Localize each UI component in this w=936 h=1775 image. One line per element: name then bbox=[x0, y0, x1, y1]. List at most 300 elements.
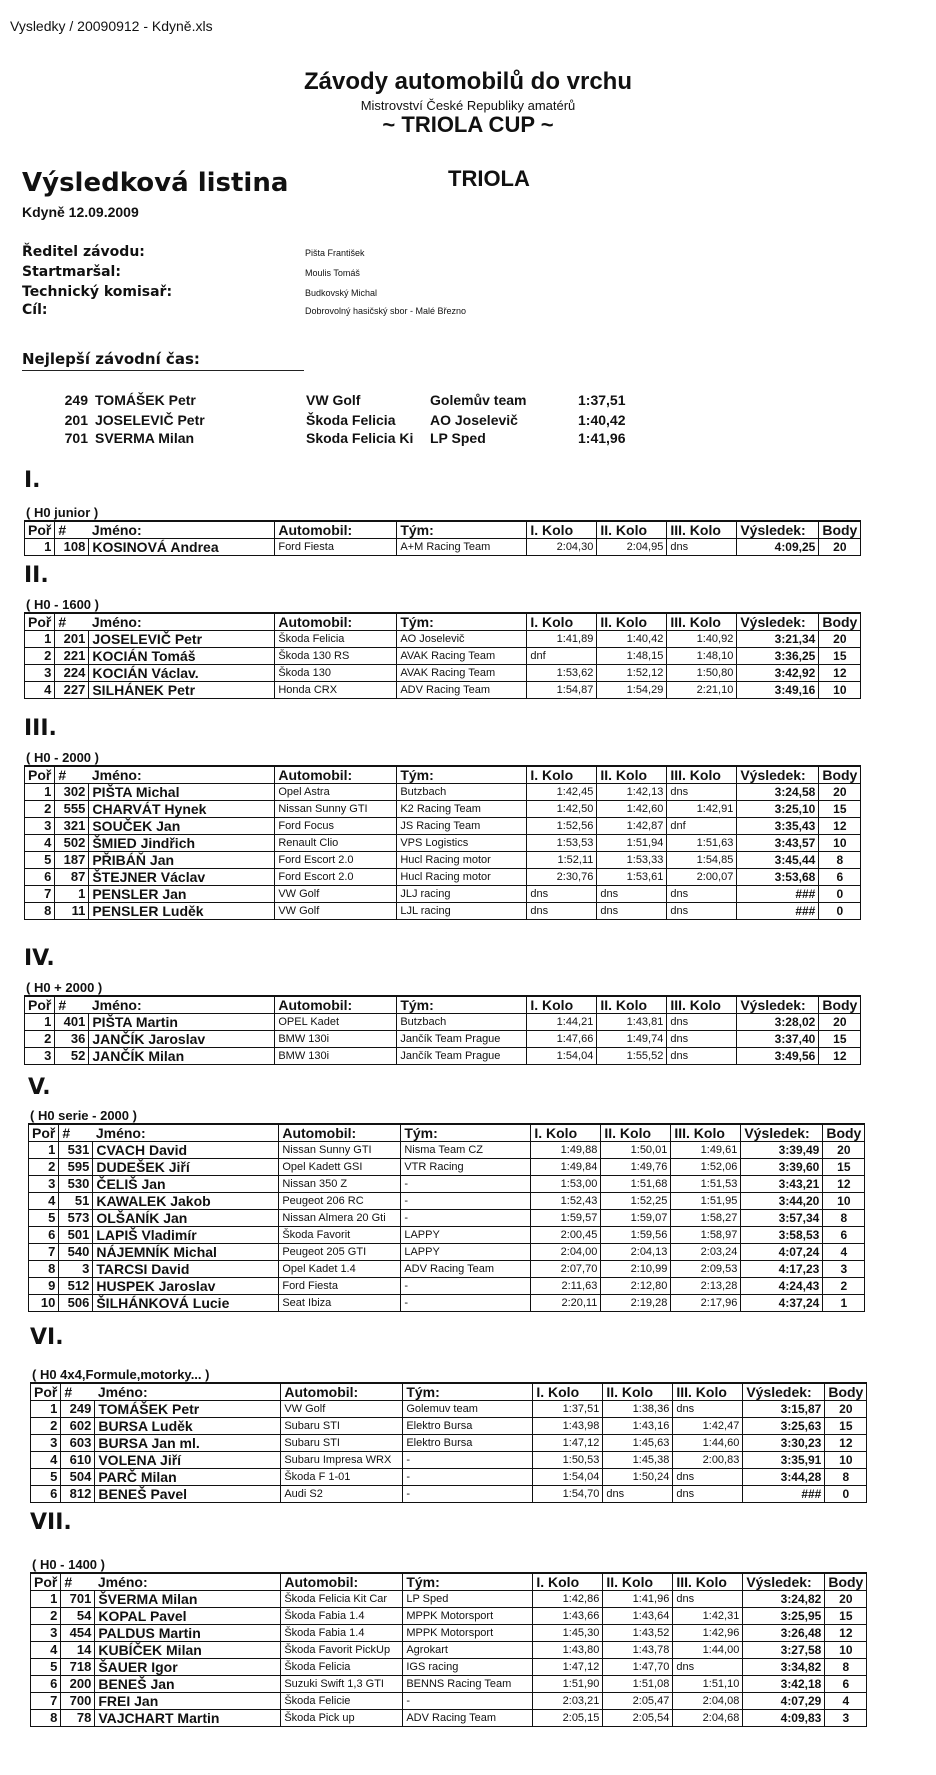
cell-k2: 1:54,29 bbox=[597, 682, 667, 699]
cell-num: 249 bbox=[61, 1401, 95, 1418]
cell-res: 4:09,83 bbox=[743, 1710, 825, 1727]
class-numeral: II. bbox=[24, 563, 49, 588]
cell-car: Škoda Favorit PickUp bbox=[281, 1642, 403, 1659]
cell-pts: 12 bbox=[823, 1176, 865, 1193]
cell-res: 3:39,60 bbox=[741, 1159, 823, 1176]
cell-team: AO Joselevič bbox=[397, 631, 527, 648]
cell-k3: dns bbox=[673, 1486, 743, 1503]
header-car: Automobil: bbox=[281, 1573, 403, 1591]
table-row bbox=[31, 1469, 867, 1486]
cell-res: 3:21,34 bbox=[737, 631, 819, 648]
table-row bbox=[31, 1452, 867, 1469]
cell-name: PENSLER Jan bbox=[89, 886, 275, 903]
cell-k3: dns bbox=[667, 1031, 737, 1048]
header-num: # bbox=[59, 1124, 93, 1142]
cell-pts: 4 bbox=[825, 1693, 867, 1710]
best-num: 201 bbox=[64, 412, 88, 428]
cell-car: Suzuki Swift 1,3 GTI bbox=[281, 1676, 403, 1693]
cell-k3: 1:40,92 bbox=[667, 631, 737, 648]
best-car: VW Golf bbox=[306, 392, 361, 408]
best-time: 1:37,51 bbox=[578, 392, 626, 408]
class-numeral: V. bbox=[28, 1075, 51, 1100]
cell-k2: 2:04,13 bbox=[601, 1244, 671, 1261]
cell-num: 573 bbox=[59, 1210, 93, 1227]
cell-por: 3 bbox=[31, 1625, 61, 1642]
table-row bbox=[29, 1261, 865, 1278]
results-table bbox=[30, 1382, 867, 1503]
header-pts: Body bbox=[825, 1383, 867, 1401]
cell-car: Škoda Felicie bbox=[281, 1693, 403, 1710]
cell-num: 603 bbox=[61, 1435, 95, 1452]
cell-por: 4 bbox=[25, 682, 55, 699]
table-row bbox=[25, 665, 861, 682]
cell-team: Golemuv team bbox=[403, 1401, 533, 1418]
cell-k2: 1:53,33 bbox=[597, 852, 667, 869]
header-num: # bbox=[55, 996, 89, 1014]
cell-car: Opel Kadett GSI bbox=[279, 1159, 401, 1176]
cell-res: 4:07,24 bbox=[741, 1244, 823, 1261]
cell-k1: 2:20,11 bbox=[531, 1295, 601, 1312]
class-numeral: I. bbox=[24, 468, 41, 493]
header-team: Tým: bbox=[397, 521, 527, 539]
header-car: Automobil: bbox=[281, 1383, 403, 1401]
cell-k1: 1:54,04 bbox=[533, 1469, 603, 1486]
table-row bbox=[25, 1014, 861, 1031]
cell-car: Škoda Fabia 1.4 bbox=[281, 1625, 403, 1642]
sponsor-title: TRIOLA bbox=[448, 166, 530, 191]
results-list-title: Výsledková listina bbox=[22, 168, 289, 198]
cell-k3: 2:09,53 bbox=[671, 1261, 741, 1278]
cell-k2: dns bbox=[597, 903, 667, 920]
cell-name: PIŠTA Martin bbox=[89, 1014, 275, 1031]
header-num: # bbox=[61, 1383, 95, 1401]
cell-k2: 1:42,60 bbox=[597, 801, 667, 818]
results-table bbox=[24, 995, 861, 1065]
cell-car: Honda CRX bbox=[275, 682, 397, 699]
header-k1: I. Kolo bbox=[533, 1573, 603, 1591]
cell-k1: 1:43,98 bbox=[533, 1418, 603, 1435]
cell-team: - bbox=[403, 1693, 533, 1710]
cell-team: ADV Racing Team bbox=[397, 682, 527, 699]
cell-name: NÁJEMNÍK Michal bbox=[93, 1244, 279, 1261]
header-name: Jméno: bbox=[95, 1383, 281, 1401]
table-row bbox=[31, 1401, 867, 1418]
cell-k2: 2:10,99 bbox=[601, 1261, 671, 1278]
class-group-label: ( H0 - 1600 ) bbox=[26, 597, 99, 612]
cell-car: Škoda Felicia bbox=[281, 1659, 403, 1676]
header-k1: I. Kolo bbox=[527, 613, 597, 631]
cell-num: 504 bbox=[61, 1469, 95, 1486]
cell-por: 4 bbox=[25, 835, 55, 852]
header-k1: I. Kolo bbox=[531, 1124, 601, 1142]
cell-k2: 2:12,80 bbox=[601, 1278, 671, 1295]
cell-car: Škoda 130 RS bbox=[275, 648, 397, 665]
cell-num: 501 bbox=[59, 1227, 93, 1244]
cell-k1: 1:49,88 bbox=[531, 1142, 601, 1159]
cell-res: 4:17,23 bbox=[741, 1261, 823, 1278]
cell-k1: 1:44,21 bbox=[527, 1014, 597, 1031]
cell-team: LAPPY bbox=[401, 1227, 531, 1244]
cell-res: 3:34,82 bbox=[743, 1659, 825, 1676]
best-car: Skoda Felicia Ki bbox=[306, 430, 414, 446]
cell-team: - bbox=[403, 1452, 533, 1469]
cell-res: ### bbox=[743, 1486, 825, 1503]
best-time-row bbox=[0, 392, 936, 412]
header-res: Výsledek: bbox=[737, 613, 819, 631]
cell-num: 54 bbox=[61, 1608, 95, 1625]
cell-car: BMW 130i bbox=[275, 1048, 397, 1065]
cell-team: - bbox=[401, 1210, 531, 1227]
header-num: # bbox=[55, 766, 89, 784]
table-row bbox=[31, 1625, 867, 1642]
cell-team: Jančík Team Prague bbox=[397, 1031, 527, 1048]
cell-k2: 1:53,61 bbox=[597, 869, 667, 886]
cell-car: Škoda Pick up bbox=[281, 1710, 403, 1727]
event-date: Kdyně 12.09.2009 bbox=[22, 204, 139, 220]
cell-k3: 2:04,68 bbox=[673, 1710, 743, 1727]
header-pts: Body bbox=[819, 996, 861, 1014]
cell-num: 701 bbox=[61, 1591, 95, 1608]
file-path: Vysledky / 20090912 - Kdyně.xls bbox=[10, 18, 213, 34]
best-num: 249 bbox=[64, 392, 88, 408]
cell-car: Subaru STI bbox=[281, 1435, 403, 1452]
cell-k1: 2:07,70 bbox=[531, 1261, 601, 1278]
cell-pts: 20 bbox=[819, 539, 861, 556]
cell-name: KOSINOVÁ Andrea bbox=[89, 539, 275, 556]
cell-car: Ford Fiesta bbox=[279, 1278, 401, 1295]
cell-num: 602 bbox=[61, 1418, 95, 1435]
class-group-label: ( H0 - 2000 ) bbox=[26, 750, 99, 765]
cell-team: - bbox=[403, 1486, 533, 1503]
cell-name: LAPIŠ Vladimír bbox=[93, 1227, 279, 1244]
cell-name: KOCIÁN Tomáš bbox=[89, 648, 275, 665]
header-num: # bbox=[61, 1573, 95, 1591]
cell-k1: 1:52,56 bbox=[527, 818, 597, 835]
results-table bbox=[24, 520, 861, 556]
cell-k2: 1:43,81 bbox=[597, 1014, 667, 1031]
cell-team: - bbox=[401, 1193, 531, 1210]
cell-num: 200 bbox=[61, 1676, 95, 1693]
cell-k2: 2:05,54 bbox=[603, 1710, 673, 1727]
header-team: Tým: bbox=[397, 613, 527, 631]
cell-k2: 1:43,78 bbox=[603, 1642, 673, 1659]
cell-car: Nissan 350 Z bbox=[279, 1176, 401, 1193]
cell-k1: 1:50,53 bbox=[533, 1452, 603, 1469]
cell-k3: 1:51,63 bbox=[667, 835, 737, 852]
official-value: Moulis Tomáš bbox=[305, 268, 360, 278]
cell-name: JANČÍK Jaroslav bbox=[89, 1031, 275, 1048]
header-name: Jméno: bbox=[95, 1573, 281, 1591]
cell-name: BURSA Luděk bbox=[95, 1418, 281, 1435]
table-row bbox=[31, 1435, 867, 1452]
header-res: Výsledek: bbox=[743, 1573, 825, 1591]
cell-res: 3:35,91 bbox=[743, 1452, 825, 1469]
header-pts: Body bbox=[819, 613, 861, 631]
header-k2: II. Kolo bbox=[597, 766, 667, 784]
cell-k1: 1:37,51 bbox=[533, 1401, 603, 1418]
official-label: Cíl: bbox=[22, 302, 48, 318]
cell-k2: 1:49,76 bbox=[601, 1159, 671, 1176]
cell-num: 51 bbox=[59, 1193, 93, 1210]
cell-k2: 2:05,47 bbox=[603, 1693, 673, 1710]
cell-por: 6 bbox=[29, 1227, 59, 1244]
results-table bbox=[30, 1572, 867, 1727]
cell-res: 3:25,95 bbox=[743, 1608, 825, 1625]
cell-res: 3:42,92 bbox=[737, 665, 819, 682]
header-name: Jméno: bbox=[89, 766, 275, 784]
cell-name: ŠMIED Jindřich bbox=[89, 835, 275, 852]
best-team: LP Sped bbox=[430, 430, 486, 446]
cell-pts: 15 bbox=[819, 648, 861, 665]
cell-team: ADV Racing Team bbox=[401, 1261, 531, 1278]
cell-k1: 1:45,30 bbox=[533, 1625, 603, 1642]
cell-res: 3:30,23 bbox=[743, 1435, 825, 1452]
cell-k3: dns bbox=[673, 1469, 743, 1486]
cell-k3: dns bbox=[667, 1014, 737, 1031]
cell-team: - bbox=[401, 1295, 531, 1312]
cell-k2: 1:48,15 bbox=[597, 648, 667, 665]
cell-k3: dnf bbox=[667, 818, 737, 835]
cell-pts: 8 bbox=[825, 1469, 867, 1486]
header-por: Poř bbox=[31, 1383, 61, 1401]
cell-pts: 10 bbox=[825, 1642, 867, 1659]
cell-name: SILHÁNEK Petr bbox=[89, 682, 275, 699]
cell-k3: 1:42,96 bbox=[673, 1625, 743, 1642]
cell-k3: 1:58,27 bbox=[671, 1210, 741, 1227]
cell-k1: 2:05,15 bbox=[533, 1710, 603, 1727]
cell-k1: 1:43,66 bbox=[533, 1608, 603, 1625]
cell-team: Elektro Bursa bbox=[403, 1418, 533, 1435]
cell-por: 8 bbox=[29, 1261, 59, 1278]
cell-k1: 1:53,00 bbox=[531, 1176, 601, 1193]
cell-por: 1 bbox=[25, 539, 55, 556]
page-title: Závody automobilů do vrchu bbox=[303, 68, 633, 95]
cell-car: Peugeot 206 RC bbox=[279, 1193, 401, 1210]
header-pts: Body bbox=[819, 766, 861, 784]
cell-pts: 15 bbox=[825, 1608, 867, 1625]
cell-k1: 1:47,12 bbox=[533, 1435, 603, 1452]
cell-k3: 1:44,60 bbox=[673, 1435, 743, 1452]
table-row bbox=[29, 1193, 865, 1210]
header-k2: II. Kolo bbox=[603, 1383, 673, 1401]
table-row bbox=[25, 539, 861, 556]
header-k3: III. Kolo bbox=[671, 1124, 741, 1142]
cell-team: JLJ racing bbox=[397, 886, 527, 903]
cell-k3: 1:52,06 bbox=[671, 1159, 741, 1176]
header-k2: II. Kolo bbox=[597, 613, 667, 631]
cell-res: 4:24,43 bbox=[741, 1278, 823, 1295]
cell-k3: 1:42,31 bbox=[673, 1608, 743, 1625]
cell-car: Škoda Favorit bbox=[279, 1227, 401, 1244]
cell-k2: 1:50,01 bbox=[601, 1142, 671, 1159]
header-pts: Body bbox=[823, 1124, 865, 1142]
cell-pts: 12 bbox=[825, 1435, 867, 1452]
cell-car: Ford Focus bbox=[275, 818, 397, 835]
cell-num: 540 bbox=[59, 1244, 93, 1261]
cell-res: 3:26,48 bbox=[743, 1625, 825, 1642]
cell-team: IGS racing bbox=[403, 1659, 533, 1676]
cell-res: 3:27,58 bbox=[743, 1642, 825, 1659]
cell-k2: 1:51,94 bbox=[597, 835, 667, 852]
header-team: Tým: bbox=[403, 1383, 533, 1401]
cell-pts: 10 bbox=[823, 1193, 865, 1210]
cell-num: 11 bbox=[55, 903, 89, 920]
cell-res: 3:37,40 bbox=[737, 1031, 819, 1048]
table-row bbox=[29, 1159, 865, 1176]
cell-team: LP Sped bbox=[403, 1591, 533, 1608]
best-time-title: Nejlepší závodní čas: bbox=[22, 350, 200, 368]
cell-k3: 1:51,95 bbox=[671, 1193, 741, 1210]
cell-car: Nissan Almera 20 Gti bbox=[279, 1210, 401, 1227]
cell-pts: 20 bbox=[823, 1142, 865, 1159]
cell-team: AVAK Racing Team bbox=[397, 665, 527, 682]
cell-k1: 2:04,30 bbox=[527, 539, 597, 556]
table-row bbox=[29, 1210, 865, 1227]
cell-name: KOPAL Pavel bbox=[95, 1608, 281, 1625]
cell-name: VAJCHART Martin bbox=[95, 1710, 281, 1727]
header-k2: II. Kolo bbox=[603, 1573, 673, 1591]
cell-res: 3:25,63 bbox=[743, 1418, 825, 1435]
cell-k3: dns bbox=[667, 784, 737, 801]
cell-team: - bbox=[401, 1176, 531, 1193]
cell-k3: 1:44,00 bbox=[673, 1642, 743, 1659]
cell-k1: 1:51,90 bbox=[533, 1676, 603, 1693]
table-row bbox=[25, 1031, 861, 1048]
header-res: Výsledek: bbox=[737, 996, 819, 1014]
cell-k2: 1:41,96 bbox=[603, 1591, 673, 1608]
cell-car: Nissan Sunny GTI bbox=[279, 1142, 401, 1159]
header-team: Tým: bbox=[397, 766, 527, 784]
cell-pts: 3 bbox=[823, 1261, 865, 1278]
header-team: Tým: bbox=[403, 1573, 533, 1591]
table-row bbox=[29, 1176, 865, 1193]
header-car: Automobil: bbox=[275, 613, 397, 631]
table-row bbox=[25, 835, 861, 852]
cell-pts: 8 bbox=[823, 1210, 865, 1227]
table-row bbox=[31, 1693, 867, 1710]
table-header-row bbox=[31, 1573, 867, 1591]
cell-res: 3:28,02 bbox=[737, 1014, 819, 1031]
cell-team: JS Racing Team bbox=[397, 818, 527, 835]
results-table bbox=[24, 612, 861, 699]
cell-num: 512 bbox=[59, 1278, 93, 1295]
cell-k2: 1:45,38 bbox=[603, 1452, 673, 1469]
cell-pts: 8 bbox=[819, 852, 861, 869]
page-subtitle: Mistrovství České Republiky amatérů bbox=[360, 98, 576, 113]
cell-name: ČELIŠ Jan bbox=[93, 1176, 279, 1193]
cell-num: 321 bbox=[55, 818, 89, 835]
cell-k2: 1:49,74 bbox=[597, 1031, 667, 1048]
cell-team: - bbox=[403, 1469, 533, 1486]
cell-pts: 2 bbox=[823, 1278, 865, 1295]
cell-k3: 1:42,47 bbox=[673, 1418, 743, 1435]
cell-por: 5 bbox=[29, 1210, 59, 1227]
cell-num: 531 bbox=[59, 1142, 93, 1159]
cell-team: LJL racing bbox=[397, 903, 527, 920]
best-team: AO Joselevič bbox=[430, 412, 518, 428]
cell-car: Seat Ibiza bbox=[279, 1295, 401, 1312]
header-por: Poř bbox=[25, 766, 55, 784]
cell-k2: 1:43,64 bbox=[603, 1608, 673, 1625]
cell-por: 4 bbox=[31, 1452, 61, 1469]
best-time: 1:40,42 bbox=[578, 412, 626, 428]
best-time: 1:41,96 bbox=[578, 430, 626, 446]
cell-res: ### bbox=[737, 903, 819, 920]
header-k1: I. Kolo bbox=[527, 996, 597, 1014]
cell-car: Škoda Fabia 1.4 bbox=[281, 1608, 403, 1625]
cell-k2: 1:55,52 bbox=[597, 1048, 667, 1065]
cell-k2: 1:47,70 bbox=[603, 1659, 673, 1676]
cell-k3: 2:17,96 bbox=[671, 1295, 741, 1312]
cell-k1: 1:42,45 bbox=[527, 784, 597, 801]
cell-car: Škoda F 1-01 bbox=[281, 1469, 403, 1486]
header-team: Tým: bbox=[397, 996, 527, 1014]
header-por: Poř bbox=[31, 1573, 61, 1591]
cell-k1: 2:11,63 bbox=[531, 1278, 601, 1295]
table-row bbox=[31, 1642, 867, 1659]
cell-team: Butzbach bbox=[397, 1014, 527, 1031]
best-name: SVERMA Milan bbox=[95, 430, 195, 446]
header-team: Tým: bbox=[401, 1124, 531, 1142]
cell-k1: 1:52,11 bbox=[527, 852, 597, 869]
cell-pts: 6 bbox=[825, 1676, 867, 1693]
cell-por: 2 bbox=[25, 801, 55, 818]
cell-por: 9 bbox=[29, 1278, 59, 1295]
best-team: Golemův team bbox=[430, 392, 527, 408]
cell-name: ŠAUER Igor bbox=[95, 1659, 281, 1676]
cell-k2: dns bbox=[597, 886, 667, 903]
class-numeral: VII. bbox=[30, 1510, 72, 1535]
cell-name: BENEŠ Jan bbox=[95, 1676, 281, 1693]
header-name: Jméno: bbox=[89, 996, 275, 1014]
cell-name: DUDEŠEK Jiří bbox=[93, 1159, 279, 1176]
header-name: Jméno: bbox=[89, 613, 275, 631]
cell-num: 530 bbox=[59, 1176, 93, 1193]
cell-name: SOUČEK Jan bbox=[89, 818, 275, 835]
cell-k3: 2:03,24 bbox=[671, 1244, 741, 1261]
header-pts: Body bbox=[819, 521, 861, 539]
cell-pts: 10 bbox=[825, 1452, 867, 1469]
cell-k2: 1:43,52 bbox=[603, 1625, 673, 1642]
cell-car: Renault Clio bbox=[275, 835, 397, 852]
cell-pts: 20 bbox=[825, 1401, 867, 1418]
table-row bbox=[25, 1048, 861, 1065]
cell-name: ŠVERMA Milan bbox=[95, 1591, 281, 1608]
cell-k1: 1:42,50 bbox=[527, 801, 597, 818]
header-car: Automobil: bbox=[275, 766, 397, 784]
cell-team: ADV Racing Team bbox=[403, 1710, 533, 1727]
cell-pts: 20 bbox=[819, 1014, 861, 1031]
table-row bbox=[25, 648, 861, 665]
cell-num: 52 bbox=[55, 1048, 89, 1065]
cell-k3: 1:42,91 bbox=[667, 801, 737, 818]
cell-num: 506 bbox=[59, 1295, 93, 1312]
cell-name: KOCIÁN Václav. bbox=[89, 665, 275, 682]
cell-num: 221 bbox=[55, 648, 89, 665]
cell-car: OPEL Kadet bbox=[275, 1014, 397, 1031]
cell-k1: 1:53,62 bbox=[527, 665, 597, 682]
cell-por: 10 bbox=[29, 1295, 59, 1312]
cell-k2: 1:42,87 bbox=[597, 818, 667, 835]
class-group-label: ( H0 4x4,Formule,motorky... ) bbox=[32, 1367, 210, 1382]
cell-num: 401 bbox=[55, 1014, 89, 1031]
table-row bbox=[31, 1418, 867, 1435]
best-num: 701 bbox=[64, 430, 88, 446]
cell-pts: 0 bbox=[825, 1486, 867, 1503]
cell-k2: 1:52,25 bbox=[601, 1193, 671, 1210]
cell-por: 3 bbox=[29, 1176, 59, 1193]
cell-num: 812 bbox=[61, 1486, 95, 1503]
